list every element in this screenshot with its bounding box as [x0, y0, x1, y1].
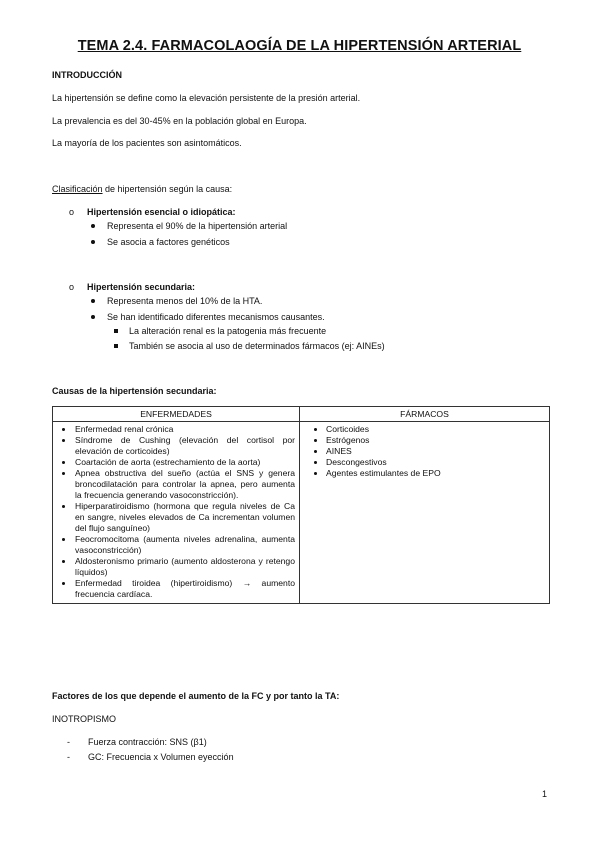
list-item: Estrógenos — [304, 435, 545, 446]
list-item: Se asocia a factores genéticos — [107, 237, 230, 247]
list-item: Enfermedad tiroidea (hipertiroidismo) → aumento frecuencia cardíaca. — [57, 578, 295, 600]
factors-heading: Factores de los que depende el aumento de la FC y por tanto la TA: — [52, 691, 340, 701]
list-item: Aldosteronismo primario (aumento aldosterona y retengo líquidos) — [57, 556, 295, 578]
drugs-cell — [300, 422, 550, 604]
list-item: Coartación de aorta (estrechamiento de la aorta) — [57, 457, 295, 468]
drugs-list — [304, 424, 545, 479]
list-item: Descongestivos — [304, 457, 545, 468]
list-item: Síndrome de Cushing (elevación del cortisol por elevación de corticoides) — [57, 435, 295, 457]
list-item: Se han identificado diferentes mecanismos causantes. — [107, 312, 325, 322]
causes-table — [52, 406, 550, 604]
bullet-dot — [314, 450, 317, 453]
list-item: Fuerza contracción: SNS (β1) — [88, 737, 207, 747]
list-item: Apnea obstructiva del sueño (actúa el SNS y genera broncodilatación para controlar la apnea, pero aumenta la frecuencia generando vasoconstricción). — [57, 468, 295, 501]
list-item: Enfermedad renal crónica — [57, 424, 295, 435]
list-item: AINES — [304, 446, 545, 457]
sub-list-item: También se asocia al uso de determinados fármacos (ej: AINEs) — [129, 341, 385, 351]
intro-paragraph-3: La mayoría de los pacientes son asintomáticos. — [52, 138, 242, 148]
square-bullet — [114, 344, 118, 348]
list-item: Agentes estimulantes de EPO — [304, 468, 545, 479]
intro-paragraph-1: La hipertensión se define como la elevación persistente de la presión arterial. — [52, 93, 361, 103]
essential-hypertension-label: Hipertensión esencial o idiopática: — [87, 207, 236, 217]
bullet-dot — [62, 472, 65, 475]
circle-bullet: o — [69, 207, 75, 217]
bullet-dot — [314, 461, 317, 464]
bullet-dot — [91, 224, 95, 228]
bullet-dot — [91, 299, 95, 303]
list-item: Feocromocitoma (aumenta niveles adrenalina, aumenta vasoconstricción) — [57, 534, 295, 556]
bullet-dot — [62, 428, 65, 431]
bullet-dot — [62, 582, 65, 585]
causes-heading: Causas de la hipertensión secundaria: — [52, 386, 217, 396]
factors-subheading: INOTROPISMO — [52, 714, 117, 724]
list-item: Corticoides — [304, 424, 545, 435]
intro-heading: INTRODUCCIÓN — [52, 70, 122, 80]
bullet-dot — [62, 505, 65, 508]
list-item: Representa menos del 10% de la HTA. — [107, 296, 263, 306]
page-number: 1 — [542, 789, 548, 799]
bullet-dot — [91, 315, 95, 319]
bullet-dot — [314, 428, 317, 431]
secondary-hypertension-label: Hipertensión secundaria: — [87, 282, 196, 292]
square-bullet — [114, 329, 118, 333]
classification-line — [52, 184, 232, 195]
table-header-drugs: FÁRMACOS — [300, 407, 550, 422]
bullet-dot — [91, 240, 95, 244]
diseases-cell — [53, 422, 300, 604]
bullet-dot — [314, 472, 317, 475]
bullet-dot — [62, 439, 65, 442]
sub-list-item: La alteración renal es la patogenia más frecuente — [129, 326, 327, 336]
list-item: Representa el 90% de la hipertensión arterial — [107, 221, 288, 231]
table-header-diseases: ENFERMEDADES — [53, 407, 300, 422]
bullet-dot — [314, 439, 317, 442]
dash-bullet: - — [67, 752, 70, 762]
dash-bullet: - — [67, 737, 70, 747]
classification-rest: de hipertensión según la causa: — [102, 184, 233, 194]
list-item: GC: Frecuencia x Volumen eyección — [88, 752, 234, 762]
bullet-dot — [62, 538, 65, 541]
document-title: TEMA 2.4. FARMACOLAOGÍA DE LA HIPERTENSIÓN ARTERIAL — [77, 38, 522, 54]
list-item: Hiperparatiroidismo (hormona que regula niveles de Ca en sangre, niveles elevados de Ca incrementan volumen del flujo sanguíneo) — [57, 501, 295, 534]
bullet-dot — [62, 560, 65, 563]
bullet-dot — [62, 461, 65, 464]
classification-underlined: Clasificación — [52, 184, 103, 194]
circle-bullet: o — [69, 282, 75, 292]
intro-paragraph-2: La prevalencia es del 30-45% en la población global en Europa. — [52, 116, 307, 126]
table-row — [53, 422, 550, 604]
diseases-list — [57, 424, 295, 600]
